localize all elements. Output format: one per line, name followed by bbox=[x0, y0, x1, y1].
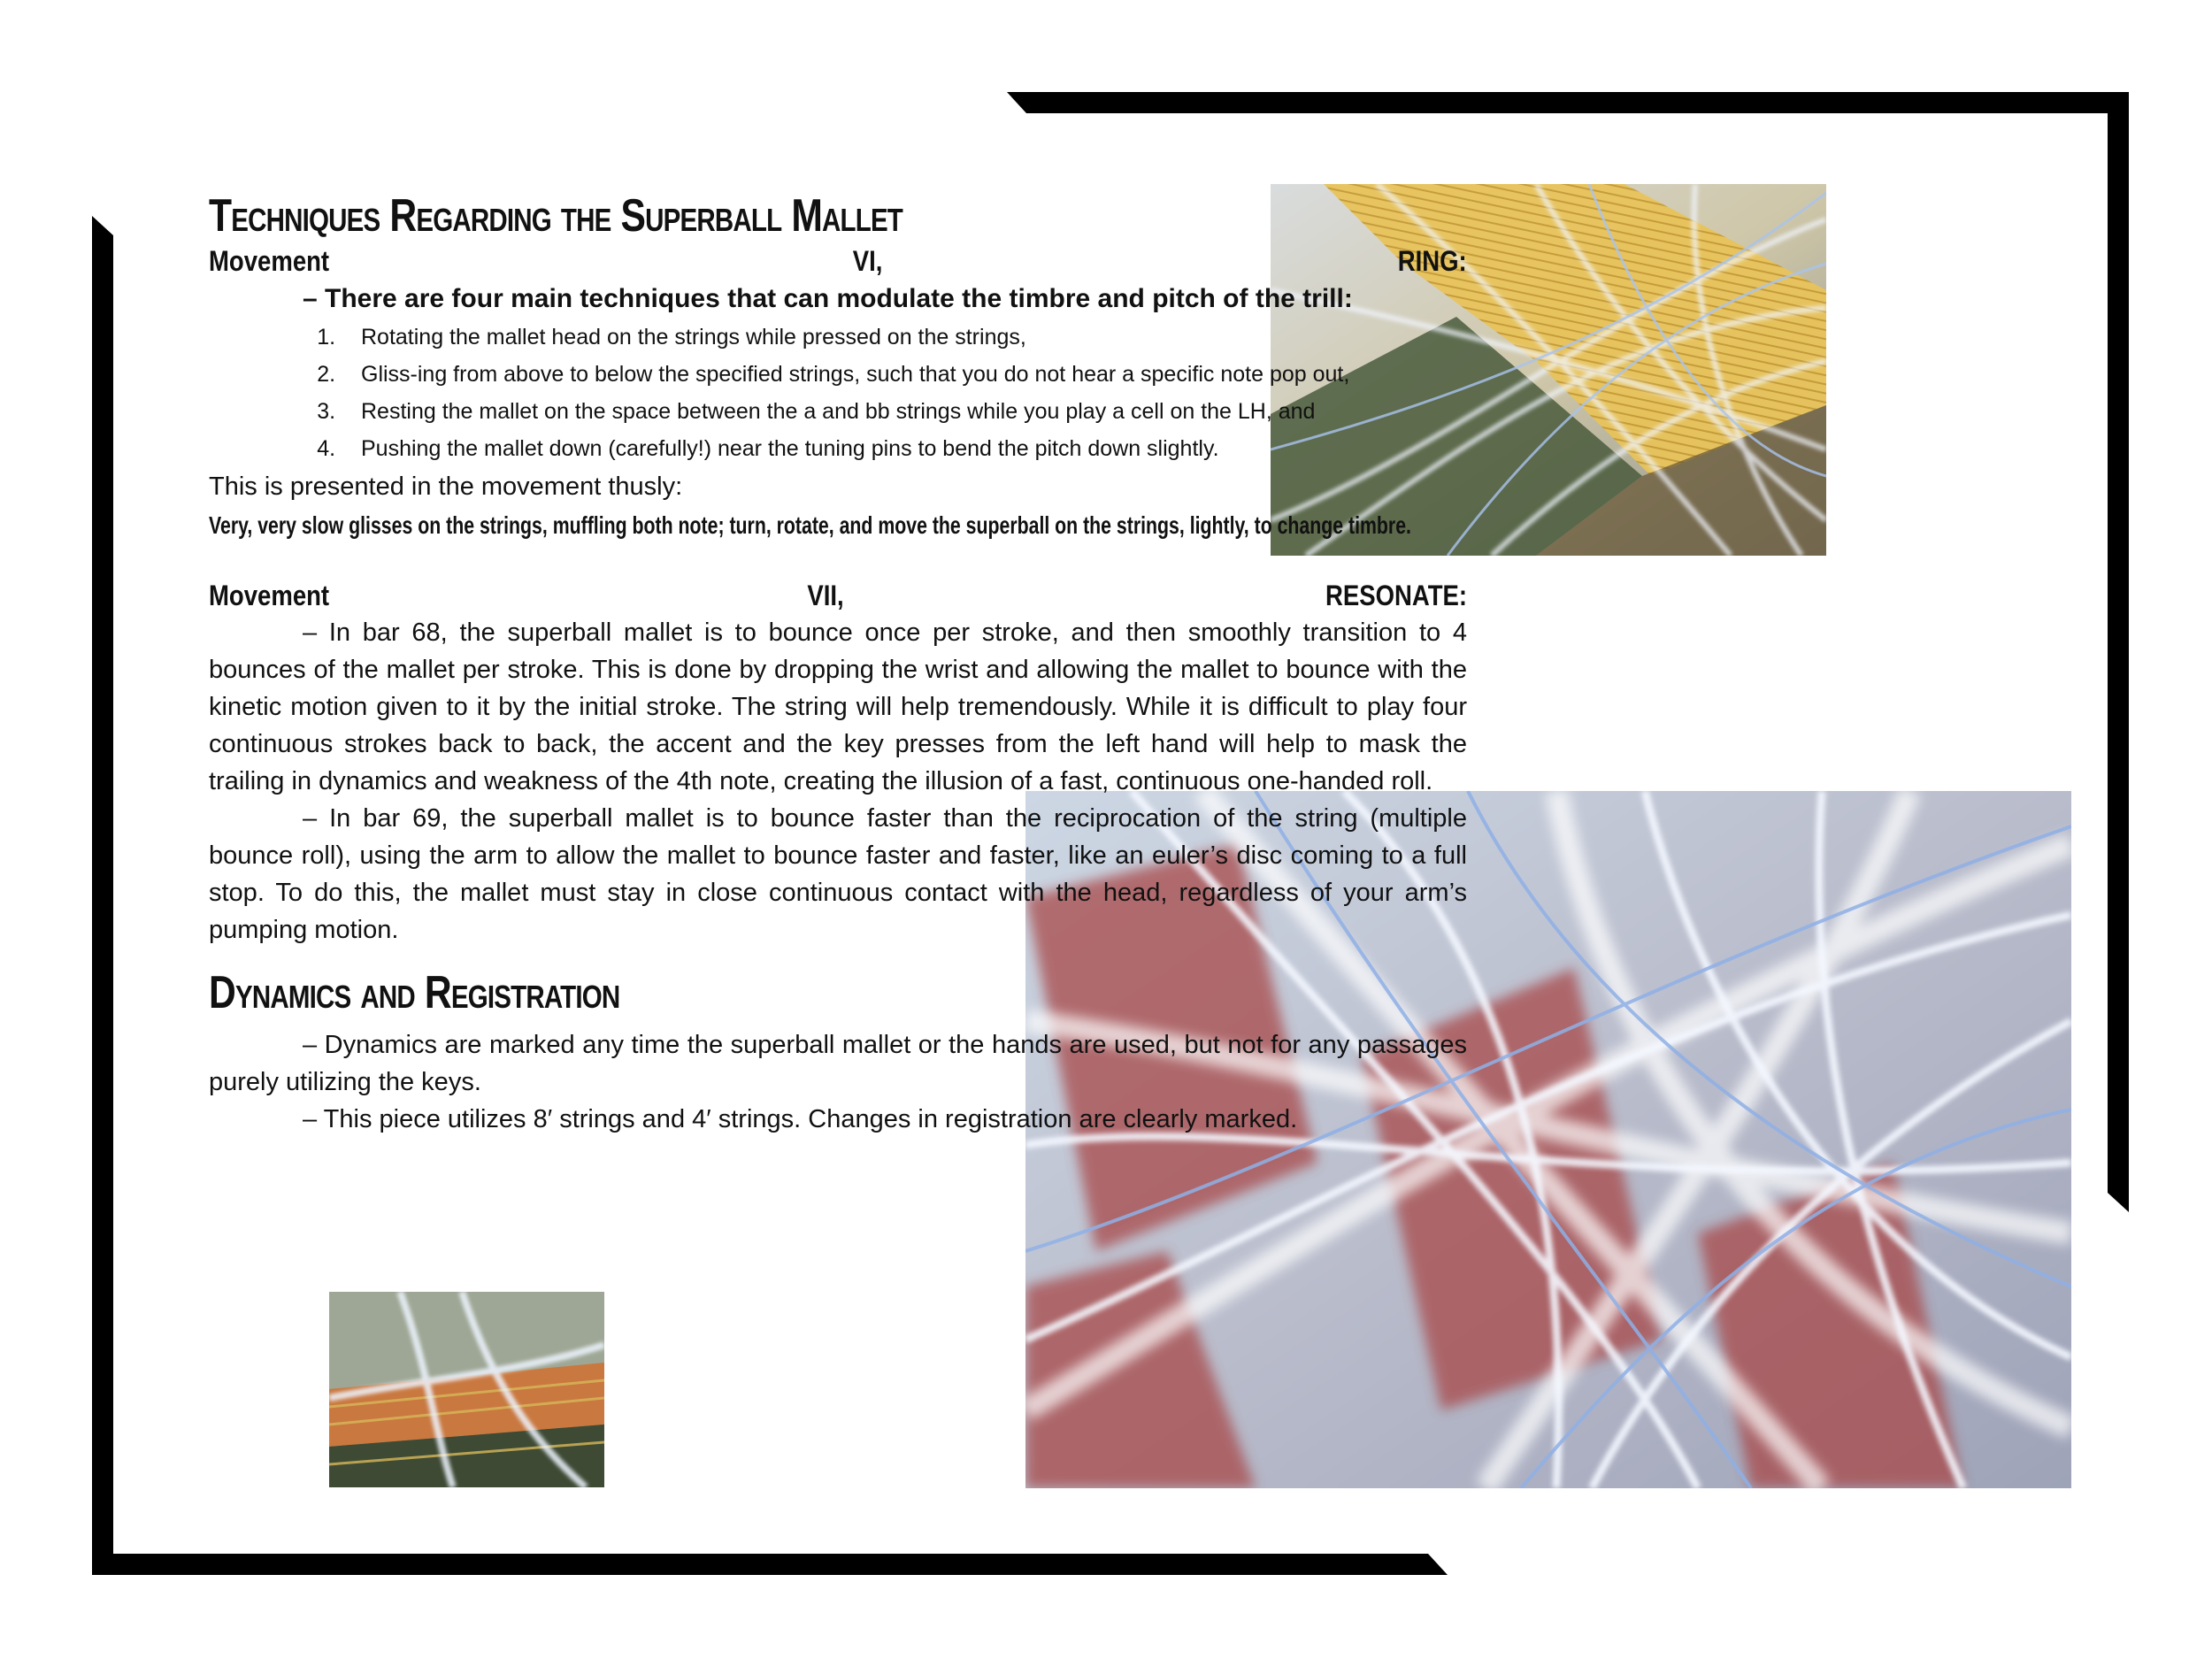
list-item: 2. Gliss-ing from above to below the specified strings, such that you do not hear a specific note pop out, bbox=[342, 356, 1467, 393]
presented-text: This is presented in the movement thusly: bbox=[209, 472, 683, 501]
section-heading-dynamics: Dynamics and Registration bbox=[209, 967, 620, 1018]
frame-right-bracket bbox=[2108, 92, 2129, 1212]
movement-vi-line bbox=[209, 242, 1467, 280]
performance-instruction: Very, very slow glisses on the strings, muffling both note; turn, rotate, and move the superball on the strings, lightly, to change timbre. bbox=[209, 511, 1411, 539]
dynamics-paragraph: – Dynamics are marked any time the superball mallet or the hands are used, but not for any passages purely utilizing the keys. bbox=[209, 1031, 1467, 1096]
list-item: 3. Resting the mallet on the space between the a and bb strings while you play a cell on the LH, and bbox=[342, 393, 1467, 430]
techniques-list bbox=[209, 319, 1467, 467]
movement-title: RESONATE: bbox=[1325, 580, 1467, 611]
movement-title: RING: bbox=[1398, 245, 1467, 277]
frame-left-bracket bbox=[92, 216, 113, 1575]
movement-vii-line bbox=[209, 577, 1467, 614]
list-item: 4. Pushing the mallet down (carefully!) near the tuning pins to bend the pitch down slightly. bbox=[342, 430, 1467, 467]
light-streak-photo-small bbox=[329, 1292, 604, 1487]
frame-bottom-bracket bbox=[92, 1554, 1448, 1575]
registration-paragraph: – This piece utilizes 8′ strings and 4′ strings. Changes in registration are clearly marked. bbox=[303, 1105, 1298, 1133]
bar-69-paragraph: – In bar 69, the superball mallet is to bounce faster than the reciprocation of the string (multiple bounce roll), using the arm to allow the mallet to bounce faster and faster, like an euler’s disc coming to a full stop. To do this, the mallet must stay in close continuous contact with the head, regardless of your arm’s pumping motion. bbox=[209, 804, 1467, 944]
movement-number: VI, bbox=[852, 245, 883, 277]
section-heading-superball: Techniques Regarding the Superball Mallet bbox=[209, 190, 903, 242]
movement-number: VII, bbox=[807, 580, 844, 611]
techniques-intro: – There are four main techniques that can modulate the timbre and pitch of the trill: bbox=[303, 284, 1353, 313]
document-body bbox=[209, 189, 1467, 1138]
list-item: 1. Rotating the mallet head on the strings while pressed on the strings, bbox=[342, 319, 1467, 356]
movement-label: Movement bbox=[209, 245, 330, 277]
movement-label: Movement bbox=[209, 580, 330, 611]
bar-68-paragraph: – In bar 68, the superball mallet is to bounce once per stroke, and then smoothly transition to 4 bounces of the mallet per stroke. This is done by dropping the wrist and allowing the mallet to bounce with the kinetic motion given to it by the initial stroke. The string will help tremendously. While it is difficult to play four continuous strokes back to back, the accent and the key presses from the left hand will help to mask the trailing in dynamics and weakness of the 4th note, creating the illusion of a fast, continuous one-handed roll. bbox=[209, 618, 1467, 795]
frame-top-bracket bbox=[1007, 92, 2129, 113]
